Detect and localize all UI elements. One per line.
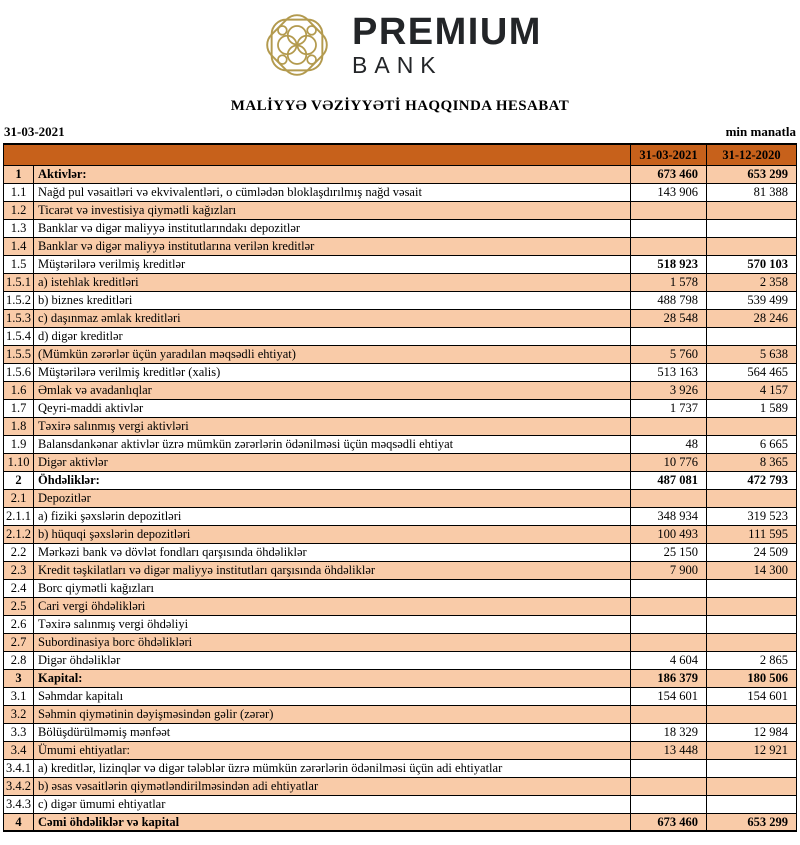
row-number: 1.5.6 bbox=[4, 363, 34, 381]
row-number: 2.4 bbox=[4, 579, 34, 597]
row-label: Ümumi ehtiyatlar: bbox=[34, 741, 631, 759]
row-label: Balansdankənar aktivlər üzrə mümkün zərərlərin ödənilməsi üçün məqsədli ehtiyat bbox=[34, 435, 631, 453]
row-value-previous bbox=[707, 705, 797, 723]
report-title: MALİYYƏ VƏZİYYƏTİ HAQQINDA HESABAT bbox=[230, 98, 570, 114]
table-row bbox=[4, 417, 797, 435]
row-number: 2.1 bbox=[4, 489, 34, 507]
row-value-current bbox=[631, 705, 707, 723]
header-col-current: 31-03-2021 bbox=[631, 144, 707, 165]
row-value-current: 25 150 bbox=[631, 543, 707, 561]
row-value-current: 673 460 bbox=[631, 813, 707, 831]
row-number: 1 bbox=[4, 165, 34, 183]
table-row bbox=[4, 273, 797, 291]
row-number: 1.5.2 bbox=[4, 291, 34, 309]
row-number: 2.6 bbox=[4, 615, 34, 633]
row-label: a) istehlak kreditləri bbox=[34, 273, 631, 291]
row-value-current: 1 578 bbox=[631, 273, 707, 291]
row-value-previous: 81 388 bbox=[707, 183, 797, 201]
table-row bbox=[4, 201, 797, 219]
row-label: b) əsas vəsaitlərin qiymətləndirilməsindən adi ehtiyatlar bbox=[34, 777, 631, 795]
row-value-current: 3 926 bbox=[631, 381, 707, 399]
row-value-previous: 319 523 bbox=[707, 507, 797, 525]
row-label: Digər öhdəliklər bbox=[34, 651, 631, 669]
row-value-current: 348 934 bbox=[631, 507, 707, 525]
row-number: 1.7 bbox=[4, 399, 34, 417]
row-label: Aktivlər: bbox=[34, 165, 631, 183]
table-row bbox=[4, 741, 797, 759]
row-label: (Mümkün zərərlər üçün yaradılan məqsədli ehtiyat) bbox=[34, 345, 631, 363]
row-value-previous: 2 865 bbox=[707, 651, 797, 669]
row-number: 1.5.1 bbox=[4, 273, 34, 291]
row-value-current: 28 548 bbox=[631, 309, 707, 327]
bank-name-bottom: BANK bbox=[352, 52, 443, 78]
table-row bbox=[4, 237, 797, 255]
row-value-previous: 472 793 bbox=[707, 471, 797, 489]
table-row bbox=[4, 381, 797, 399]
table-row bbox=[4, 669, 797, 687]
table-row bbox=[4, 363, 797, 381]
row-value-current: 488 798 bbox=[631, 291, 707, 309]
row-number: 2.5 bbox=[4, 597, 34, 615]
row-value-previous: 8 365 bbox=[707, 453, 797, 471]
row-label: Öhdəliklər: bbox=[34, 471, 631, 489]
row-number: 3.4.1 bbox=[4, 759, 34, 777]
unit-note: min manatla bbox=[725, 124, 796, 139]
row-number: 1.4 bbox=[4, 237, 34, 255]
row-number: 3.4 bbox=[4, 741, 34, 759]
table-row bbox=[4, 651, 797, 669]
row-label: Banklar və digər maliyyə institutlarına verilən kreditlər bbox=[34, 237, 631, 255]
row-value-previous: 5 638 bbox=[707, 345, 797, 363]
table-row bbox=[4, 579, 797, 597]
table-row bbox=[4, 777, 797, 795]
table-row bbox=[4, 345, 797, 363]
row-value-previous bbox=[707, 201, 797, 219]
row-value-previous bbox=[707, 633, 797, 651]
row-value-current: 143 906 bbox=[631, 183, 707, 201]
row-number: 1.5.3 bbox=[4, 309, 34, 327]
row-value-current: 5 760 bbox=[631, 345, 707, 363]
table-row bbox=[4, 399, 797, 417]
row-label: Subordinasiya borc öhdəlikləri bbox=[34, 633, 631, 651]
row-value-current bbox=[631, 759, 707, 777]
table-row bbox=[4, 255, 797, 273]
bank-name-top: PREMIUM bbox=[352, 11, 542, 53]
row-label: Kapital: bbox=[34, 669, 631, 687]
row-value-current: 673 460 bbox=[631, 165, 707, 183]
row-label: Nağd pul vəsaitləri və ekvivalentləri, o cümlədən bloklaşdırılmış nağd vəsait bbox=[34, 183, 631, 201]
row-label: Təxirə salınmış vergi öhdəliyi bbox=[34, 615, 631, 633]
table-row bbox=[4, 219, 797, 237]
row-label: Depozitlər bbox=[34, 489, 631, 507]
row-label: Borc qiymətli kağızları bbox=[34, 579, 631, 597]
row-label: b) biznes kreditləri bbox=[34, 291, 631, 309]
row-number: 1.1 bbox=[4, 183, 34, 201]
row-value-previous: 154 601 bbox=[707, 687, 797, 705]
row-value-previous: 2 358 bbox=[707, 273, 797, 291]
row-value-current: 18 329 bbox=[631, 723, 707, 741]
table-row bbox=[4, 705, 797, 723]
row-number: 4 bbox=[4, 813, 34, 831]
row-label: Ticarət və investisiya qiymətli kağızları bbox=[34, 201, 631, 219]
row-value-current: 1 737 bbox=[631, 399, 707, 417]
row-value-previous bbox=[707, 489, 797, 507]
row-value-current bbox=[631, 219, 707, 237]
row-label: Banklar və digər maliyyə institutlarındakı depozitlər bbox=[34, 219, 631, 237]
row-value-current: 513 163 bbox=[631, 363, 707, 381]
report-date: 31-03-2021 bbox=[4, 124, 65, 139]
row-number: 2.2 bbox=[4, 543, 34, 561]
row-label: Cəmi öhdəliklər və kapital bbox=[34, 813, 631, 831]
row-label: Bölüşdürülməmiş mənfəət bbox=[34, 723, 631, 741]
row-value-previous bbox=[707, 219, 797, 237]
row-value-previous: 12 921 bbox=[707, 741, 797, 759]
header-col-previous: 31-12-2020 bbox=[707, 144, 797, 165]
header-merged-cell bbox=[4, 144, 631, 165]
row-value-previous: 653 299 bbox=[707, 813, 797, 831]
row-value-previous bbox=[707, 597, 797, 615]
row-value-previous: 12 984 bbox=[707, 723, 797, 741]
row-value-previous: 6 665 bbox=[707, 435, 797, 453]
row-value-previous: 4 157 bbox=[707, 381, 797, 399]
row-value-previous: 564 465 bbox=[707, 363, 797, 381]
row-value-current bbox=[631, 327, 707, 345]
table-row bbox=[4, 543, 797, 561]
row-number: 1.5.4 bbox=[4, 327, 34, 345]
table-row bbox=[4, 795, 797, 813]
row-value-previous bbox=[707, 237, 797, 255]
row-number: 3.4.2 bbox=[4, 777, 34, 795]
interlaced-knot-icon bbox=[258, 6, 336, 84]
table-row bbox=[4, 597, 797, 615]
row-label: a) kreditlər, lizinqlər və digər tələblər üzrə mümkün zərərlərin ödənilməsi üçün adi ehtiyatlar bbox=[34, 759, 631, 777]
table-row bbox=[4, 435, 797, 453]
row-label: Səhmin qiymətinin dəyişməsindən gəlir (zərər) bbox=[34, 705, 631, 723]
row-label: c) digər ümumi ehtiyatlar bbox=[34, 795, 631, 813]
table-row bbox=[4, 615, 797, 633]
row-number: 3.4.3 bbox=[4, 795, 34, 813]
row-number: 1.6 bbox=[4, 381, 34, 399]
row-number: 1.5 bbox=[4, 255, 34, 273]
table-row bbox=[4, 525, 797, 543]
row-label: Müştərilərə verilmiş kreditlər bbox=[34, 255, 631, 273]
row-value-previous bbox=[707, 417, 797, 435]
row-value-current bbox=[631, 615, 707, 633]
row-label: Mərkəzi bank və dövlət fondları qarşısında öhdəliklər bbox=[34, 543, 631, 561]
row-number: 1.2 bbox=[4, 201, 34, 219]
row-number: 1.10 bbox=[4, 453, 34, 471]
table-row bbox=[4, 723, 797, 741]
row-value-previous: 1 589 bbox=[707, 399, 797, 417]
table-row bbox=[4, 561, 797, 579]
row-label: Digər aktivlər bbox=[34, 453, 631, 471]
row-value-previous: 539 499 bbox=[707, 291, 797, 309]
row-value-current bbox=[631, 597, 707, 615]
report-table-body bbox=[4, 165, 797, 831]
row-value-current: 100 493 bbox=[631, 525, 707, 543]
row-value-current: 518 923 bbox=[631, 255, 707, 273]
row-value-current bbox=[631, 633, 707, 651]
bank-name bbox=[352, 13, 542, 77]
table-row bbox=[4, 633, 797, 651]
row-value-previous: 111 595 bbox=[707, 525, 797, 543]
row-value-current: 13 448 bbox=[631, 741, 707, 759]
row-number: 1.5.5 bbox=[4, 345, 34, 363]
row-label: Kredit təşkilatları və digər maliyyə institutları qarşısında öhdəliklər bbox=[34, 561, 631, 579]
row-number: 2.8 bbox=[4, 651, 34, 669]
row-number: 1.9 bbox=[4, 435, 34, 453]
table-row bbox=[4, 309, 797, 327]
row-label: b) hüquqi şəxslərin depozitləri bbox=[34, 525, 631, 543]
row-value-previous: 570 103 bbox=[707, 255, 797, 273]
row-value-current: 4 604 bbox=[631, 651, 707, 669]
table-header-row bbox=[4, 144, 797, 165]
row-label: c) daşınmaz əmlak kreditləri bbox=[34, 309, 631, 327]
row-value-previous bbox=[707, 759, 797, 777]
table-row bbox=[4, 759, 797, 777]
row-value-previous bbox=[707, 795, 797, 813]
row-label: Cari vergi öhdəlikləri bbox=[34, 597, 631, 615]
table-row bbox=[4, 291, 797, 309]
row-value-previous: 28 246 bbox=[707, 309, 797, 327]
row-number: 1.8 bbox=[4, 417, 34, 435]
table-row bbox=[4, 813, 797, 831]
table-row bbox=[4, 453, 797, 471]
row-number: 2.7 bbox=[4, 633, 34, 651]
row-number: 3.1 bbox=[4, 687, 34, 705]
row-value-previous: 14 300 bbox=[707, 561, 797, 579]
row-value-previous bbox=[707, 615, 797, 633]
row-number: 3.3 bbox=[4, 723, 34, 741]
row-value-current: 186 379 bbox=[631, 669, 707, 687]
row-value-previous bbox=[707, 579, 797, 597]
table-row bbox=[4, 183, 797, 201]
row-label: d) digər kreditlər bbox=[34, 327, 631, 345]
table-row bbox=[4, 507, 797, 525]
row-value-current bbox=[631, 795, 707, 813]
row-value-previous: 24 509 bbox=[707, 543, 797, 561]
table-row bbox=[4, 489, 797, 507]
row-number: 2.1.1 bbox=[4, 507, 34, 525]
row-value-current bbox=[631, 201, 707, 219]
row-value-current bbox=[631, 579, 707, 597]
row-value-previous bbox=[707, 777, 797, 795]
row-value-current: 7 900 bbox=[631, 561, 707, 579]
row-label: Qeyri-maddi aktivlər bbox=[34, 399, 631, 417]
row-number: 3.2 bbox=[4, 705, 34, 723]
row-label: Təxirə salınmış vergi aktivləri bbox=[34, 417, 631, 435]
row-value-current: 48 bbox=[631, 435, 707, 453]
row-value-current bbox=[631, 777, 707, 795]
row-value-current: 487 081 bbox=[631, 471, 707, 489]
row-number: 2.1.2 bbox=[4, 525, 34, 543]
row-value-current bbox=[631, 237, 707, 255]
table-row bbox=[4, 471, 797, 489]
bank-logo bbox=[0, 6, 800, 84]
row-value-previous bbox=[707, 327, 797, 345]
row-value-current: 10 776 bbox=[631, 453, 707, 471]
row-label: Əmlak və avadanlıqlar bbox=[34, 381, 631, 399]
table-row bbox=[4, 165, 797, 183]
row-number: 2 bbox=[4, 471, 34, 489]
table-row bbox=[4, 327, 797, 345]
row-number: 2.3 bbox=[4, 561, 34, 579]
row-label: Səhmdar kapitalı bbox=[34, 687, 631, 705]
financial-position-table bbox=[3, 143, 797, 832]
row-label: Müştərilərə verilmiş kreditlər (xalis) bbox=[34, 363, 631, 381]
row-value-current bbox=[631, 417, 707, 435]
report-meta bbox=[0, 124, 800, 140]
row-value-previous: 180 506 bbox=[707, 669, 797, 687]
row-number: 1.3 bbox=[4, 219, 34, 237]
row-value-previous: 653 299 bbox=[707, 165, 797, 183]
row-number: 3 bbox=[4, 669, 34, 687]
table-row bbox=[4, 687, 797, 705]
row-value-current: 154 601 bbox=[631, 687, 707, 705]
row-value-current bbox=[631, 489, 707, 507]
row-label: a) fiziki şəxslərin depozitləri bbox=[34, 507, 631, 525]
